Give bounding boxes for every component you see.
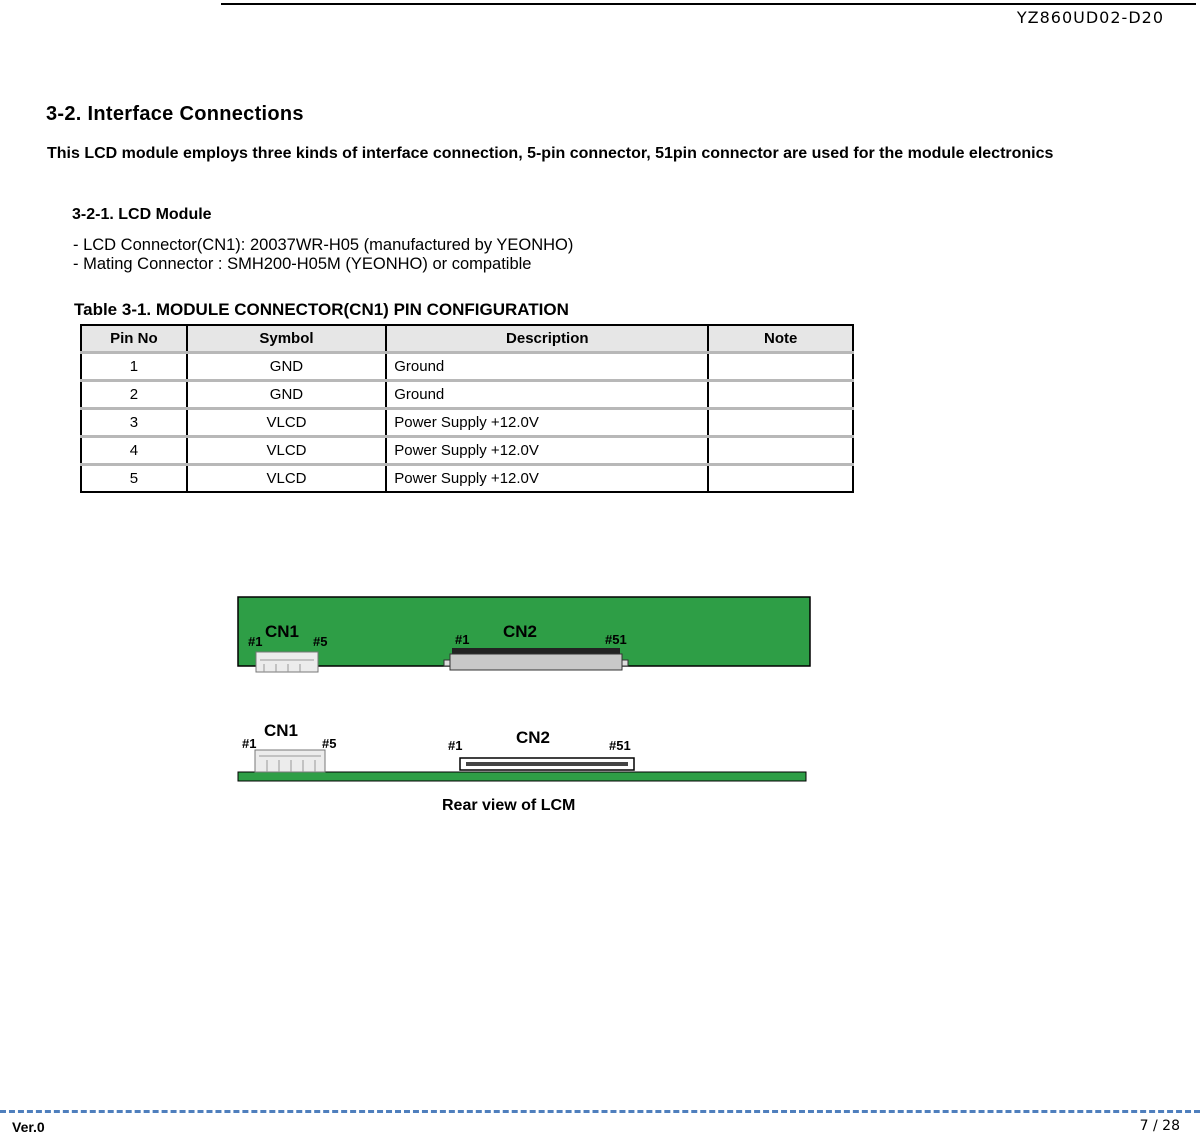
lcd-connector-line: - LCD Connector(CN1): 20037WR-H05 (manufactured by YEONHO)	[73, 236, 574, 254]
document-code: YZ860UD02-D20	[1016, 8, 1164, 27]
cn2-bottom-pin1-label: #1	[448, 738, 463, 753]
table-caption: Table 3-1. MODULE CONNECTOR(CN1) PIN CONFIGURATION	[74, 300, 569, 319]
note-cell	[708, 465, 853, 493]
cn2-bottom-connector	[460, 758, 634, 770]
section-title: 3-2. Interface Connections	[46, 103, 304, 125]
version-label: Ver.0	[12, 1119, 45, 1135]
description-cell: Power Supply +12.0V	[386, 409, 708, 437]
description-cell: Ground	[386, 381, 708, 409]
pin-no-cell: 5	[81, 465, 187, 493]
symbol-cell: VLCD	[187, 409, 386, 437]
diagram-caption: Rear view of LCM	[442, 797, 576, 814]
cn1-top-connector	[256, 652, 318, 672]
section-intro: This LCD module employs three kinds of interface connection, 5-pin connector, 51pin connector are used for the module electronics	[47, 145, 1054, 162]
cn1-bottom-pin1-label: #1	[242, 736, 257, 751]
cn1-bottom-connector	[255, 750, 325, 772]
bottom-board	[238, 772, 806, 781]
symbol-cell: GND	[187, 381, 386, 409]
cn1-top-pin5-label: #5	[313, 634, 328, 649]
symbol-cell: VLCD	[187, 465, 386, 493]
mating-connector-line: - Mating Connector : SMH200-H05M (YEONHO) or compatible	[73, 254, 532, 273]
pin-no-cell: 1	[81, 353, 187, 381]
cn1-top-label: CN1	[265, 622, 300, 641]
cn2-top-pin51-label: #51	[605, 632, 627, 647]
pin-no-cell: 2	[81, 381, 187, 409]
cn2-bottom-pin51-label: #51	[609, 738, 631, 753]
cn2-top-label: CN2	[503, 622, 538, 641]
note-cell	[708, 409, 853, 437]
header-symbol: Symbol	[187, 325, 386, 353]
table-header-row	[81, 325, 853, 353]
header-pin-no: Pin No	[81, 325, 187, 353]
rear-view-diagram	[230, 590, 820, 790]
symbol-cell: VLCD	[187, 437, 386, 465]
table-row	[81, 437, 853, 465]
page-number: 7 / 28	[1139, 1118, 1180, 1134]
note-cell	[708, 381, 853, 409]
description-cell: Power Supply +12.0V	[386, 437, 708, 465]
description-cell: Ground	[386, 353, 708, 381]
table-row	[81, 409, 853, 437]
header-rule	[221, 3, 1196, 5]
description-cell: Power Supply +12.0V	[386, 465, 708, 493]
cn2-bottom-label: CN2	[516, 728, 551, 747]
cn2-top-pin1-label: #1	[455, 632, 470, 647]
cn1-bottom-label: CN1	[264, 721, 299, 740]
footer-rule	[0, 1110, 1200, 1113]
note-cell	[708, 437, 853, 465]
connector-info	[73, 236, 573, 273]
cn1-top-pin1-label: #1	[248, 634, 263, 649]
pin-no-cell: 3	[81, 409, 187, 437]
symbol-cell: GND	[187, 353, 386, 381]
table-row	[81, 381, 853, 409]
header-note: Note	[708, 325, 853, 353]
pin-no-cell: 4	[81, 437, 187, 465]
pin-configuration-table	[80, 324, 854, 493]
table-row	[81, 353, 853, 381]
cn1-bottom-pin5-label: #5	[322, 736, 337, 751]
table-row	[81, 465, 853, 493]
note-cell	[708, 353, 853, 381]
subsection-title: 3-2-1. LCD Module	[72, 206, 212, 223]
header-description: Description	[386, 325, 708, 353]
cn2-top-connector	[444, 648, 628, 670]
